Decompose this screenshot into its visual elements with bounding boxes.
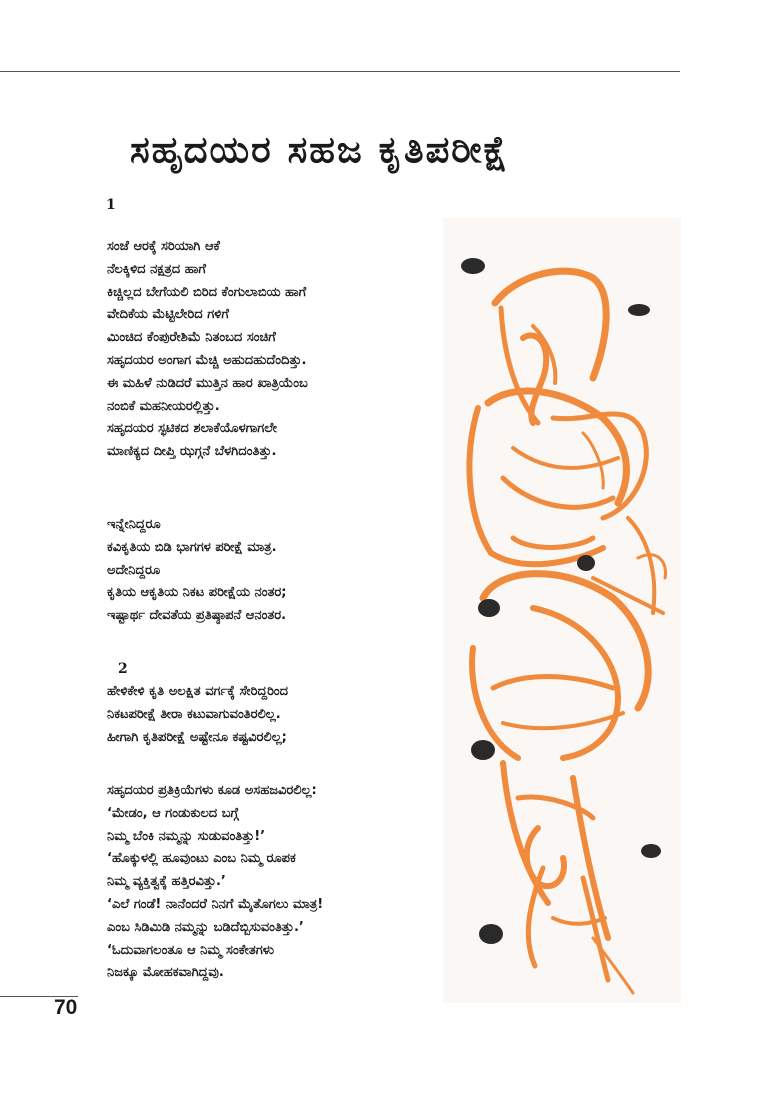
poem-line: ಹೇಳಿಕೇಳಿ ಕೃತಿ ಅಲಕ್ಷಿತ ವರ್ಗಕ್ಕೆ ಸೇರಿದ್ದರಿಂದ xyxy=(107,684,289,699)
poem-line: ಕೃತಿಯ ಆಕೃತಿಯ ನಿಕಟ ಪರೀಕ್ಷೆಯ ನಂತರ; xyxy=(107,585,287,601)
poem-line: ಹೀಗಾಗಿ ಕೃತಿಪರೀಕ್ಷೆ ಅಷ್ಟೇನೂ ಕಷ್ಟವಿರಲಿಲ್ಲ; xyxy=(107,729,287,745)
stanza-2-1 xyxy=(107,681,288,749)
poem-line: ‘ಮೇಡಂ, ಆ ಗಂಡುಕುಲದ ಬಗ್ಗೆ xyxy=(107,805,239,821)
stanza-1-1 xyxy=(107,236,308,464)
poem-line: ಕವಿಕೃತಿಯ ಬಿಡಿ ಭಾಗಗಳ ಪರೀಕ್ಷೆ ಮಾತ್ರ. xyxy=(107,539,277,555)
section-number-1: 1 xyxy=(106,197,116,213)
poem-line: ಸಂಜೆ ಆರಕ್ಕೆ ಸರಿಯಾಗಿ ಆಕೆ xyxy=(107,239,220,254)
poem-line: ನಿಮ್ಮ ಬೆಂಕಿ ನಮ್ಮನ್ನು ಸುಡುವಂತಿತ್ತು!’ xyxy=(107,828,266,844)
poem-line: ಸಹೃದಯರ ಸ್ಫಟಿಕದ ಶಲಾಕೆಯೊಳಗಾಗಲೇ xyxy=(107,421,277,437)
poem-line: ಸಹೃದಯರ ಅಂಗಾಗ ಮೆಚ್ಚಿ ಅಹುದಹುದೆಂದಿತ್ತು. xyxy=(107,352,307,368)
stanza-2-2 xyxy=(107,780,323,985)
page-number: 70 xyxy=(54,996,78,1019)
poem-line: ಇಷ್ಟಾರ್ಥ ದೇವತೆಯ ಪ್ರತಿಷ್ಠಾಪನೆ ಆನಂತರ. xyxy=(107,608,287,624)
poem-line: ನಿಮ್ಮ ವ್ಯಕ್ತಿತ್ವಕ್ಕೆ ಹತ್ತಿರವಿತ್ತು.’ xyxy=(107,874,226,890)
ink-blot xyxy=(461,258,485,274)
ink-blot xyxy=(628,304,650,316)
poem-line: ನಂಬಿಕೆ ಮಹನೀಯರಲ್ಲಿತ್ತು. xyxy=(107,398,220,414)
poem-line: ಮಾಣಿಕ್ಯದ ದೀಪ್ತಿ ಝಗ್ಗನೆ ಬೆಳಗಿದಂತಿತ್ತು. xyxy=(107,444,277,460)
poem-line: ‘ಹೊಕ್ಕುಳಲ್ಲಿ ಹೂವುಂಟು ಎಂಬ ನಿಮ್ಮ ರೂಪಕ xyxy=(107,851,296,867)
poem-line: ವೇದಿಕೆಯ ಮೆಟ್ಟಿಲೇರಿದ ಗಳಿಗೆ xyxy=(107,307,229,323)
poem-line: ನಿಕಟಪರೀಕ್ಷೆ ತೀರಾ ಕಟುವಾಗುವಂತಿರಲಿಲ್ಲ. xyxy=(107,706,281,722)
figure-illustration xyxy=(443,218,681,1003)
poem-line: ಎಂಬ ಸಿಡಿಮಿಡಿ ನಮ್ಮನ್ನು ಬಡಿದೆಬ್ಬಿಸುವಂತಿತ್ತು.’ xyxy=(107,919,304,935)
poem-line: ಮಿಂಚಿದ ಕೆಂಪುರೇಶಿಮೆ ನಿತಂಬದ ಸಂಚಿಗೆ xyxy=(107,330,276,346)
ink-blot xyxy=(641,844,661,858)
poem-line: ಕಿಚ್ಚಿಲ್ಲದ ಬೇಗೆಯಲಿ ಬಿರಿದ ಕೆಂಗುಲಾಬಿಯ ಹಾಗೆ xyxy=(107,284,307,300)
section-number-2: 2 xyxy=(118,661,128,677)
poem-line: ಅದೇನಿದ್ದರೂ xyxy=(107,562,161,578)
ink-blot xyxy=(479,924,503,944)
poem-line: ‘ಓದುವಾಗಲಂತೂ ಆ ನಿಮ್ಮ ಸಂಕೇತಗಳು xyxy=(107,942,274,958)
page-title: ಸಹೃದಯರ ಸಹಜ ಕೃತಿಪರೀಕ್ಷೆ xyxy=(130,128,510,171)
ink-blot xyxy=(471,740,495,760)
poem-line: ಈ ಮಹಿಳೆ ನುಡಿದರೆ ಮುತ್ತಿನ ಹಾರ ಖಾತ್ರಿಯೆಂಬ xyxy=(107,375,308,391)
ink-blot xyxy=(577,555,595,571)
header-rule xyxy=(0,71,680,72)
poem-line: ನಿಜಕ್ಕೂ ಮೋಹಕವಾಗಿದ್ದವು. xyxy=(107,965,224,981)
stanza-1-2 xyxy=(107,514,287,628)
poem-line: ಸಹೃದಯರ ಪ್ರತಿಕ್ರಿಯೆಗಳು ಕೂಡ ಅಸಹಜವಿರಲಿಲ್ಲ: xyxy=(107,783,317,798)
ink-blot xyxy=(478,599,500,617)
poem-line: ಇನ್ನೇನಿದ್ದರೂ xyxy=(107,517,161,532)
poem-line: ನೆಲಕ್ಕಿಳಿದ ನಕ್ಷತ್ರದ ಹಾಗೆ xyxy=(107,261,206,277)
poem-line: ‘ಎಲೆ ಗಂಡೆ! ನಾನೆಂದರೆ ನಿನಗೆ ಮೈತೊಗಲು ಮಾತ್ರ! xyxy=(107,896,324,912)
